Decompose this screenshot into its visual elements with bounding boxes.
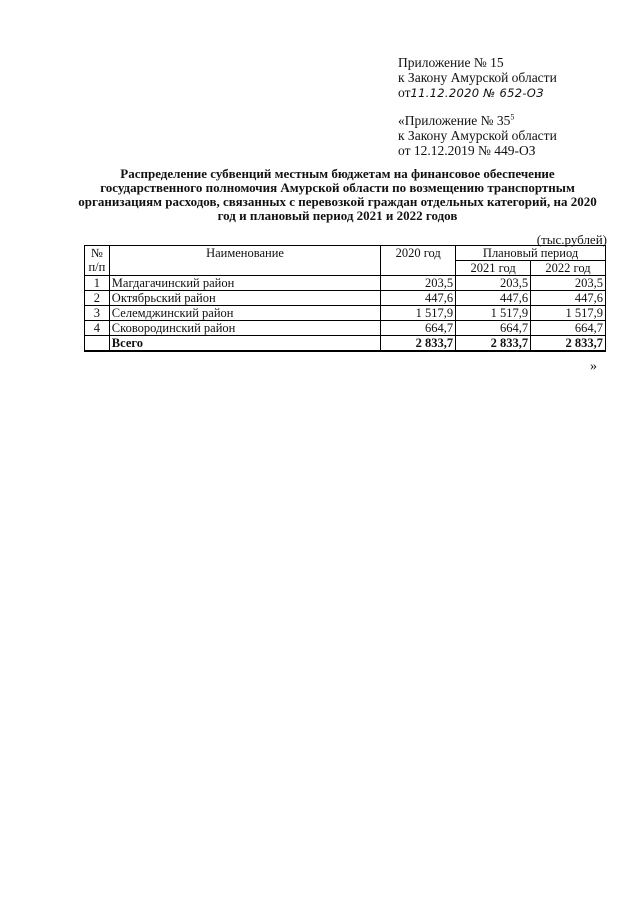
row-value-2021: 664,7 [456,321,531,336]
annex-previous-header [398,113,557,158]
row-num: 4 [85,321,110,336]
table-row [85,306,606,321]
table-total-row [85,336,606,352]
total-value-2020: 2 833,7 [381,336,456,352]
row-value-2022: 664,7 [531,321,606,336]
header-planned-period: Плановый период [456,246,606,261]
header-num: № п/п [85,246,110,276]
annex-number: Приложение № 15 [398,55,504,70]
units-label: (тыс.рублей) [536,232,607,247]
previous-annex-number-text: «Приложение № 35 [398,113,511,128]
annex-date-line [398,85,557,101]
annex-current-header [398,55,557,101]
total-label: Всего [109,336,380,352]
total-num-empty [85,336,110,352]
row-value-2020: 1 517,9 [381,306,456,321]
table-row [85,276,606,291]
row-num: 3 [85,306,110,321]
row-num: 1 [85,276,110,291]
previous-annex-number [398,113,557,128]
row-name: Магдагачинский район [109,276,380,291]
header-2021: 2021 год [456,261,531,276]
row-name: Октябрьский район [109,291,380,306]
header-2020: 2020 год [381,246,456,276]
previous-annex-date: от 12.12.2019 № 449-ОЗ [398,143,536,158]
subvention-table [84,245,606,352]
annex-date-prefix: от [398,85,411,100]
header-2022: 2022 год [531,261,606,276]
row-value-2020: 664,7 [381,321,456,336]
row-value-2020: 447,6 [381,291,456,306]
table-header-row [85,246,606,261]
row-value-2021: 1 517,9 [456,306,531,321]
previous-annex-superscript: 5 [510,112,515,122]
handwritten-date-number: 11.12.2020 № 652-ОЗ [410,86,544,100]
row-name: Селемджинский район [109,306,380,321]
closing-quote: » [590,359,597,374]
previous-annex-law-reference: к Закону Амурской области [398,128,557,143]
row-value-2022: 203,5 [531,276,606,291]
table-row [85,321,606,336]
row-value-2022: 447,6 [531,291,606,306]
row-value-2021: 447,6 [456,291,531,306]
table-row [85,291,606,306]
header-name: Наименование [109,246,380,276]
row-value-2021: 203,5 [456,276,531,291]
annex-law-reference: к Закону Амурской области [398,70,557,85]
total-value-2021: 2 833,7 [456,336,531,352]
total-value-2022: 2 833,7 [531,336,606,352]
row-value-2022: 1 517,9 [531,306,606,321]
document-title: Распределение субвенций местным бюджетам на финансовое обеспечение государственного полномочия Амурской области по возмещению транспортным организациям расходов, связанных с перевозкой граждан отдельных категорий, на 2020 год и плановый период 2021 и 2022 годов [78,166,597,223]
row-value-2020: 203,5 [381,276,456,291]
row-num: 2 [85,291,110,306]
row-name: Сковородинский район [109,321,380,336]
